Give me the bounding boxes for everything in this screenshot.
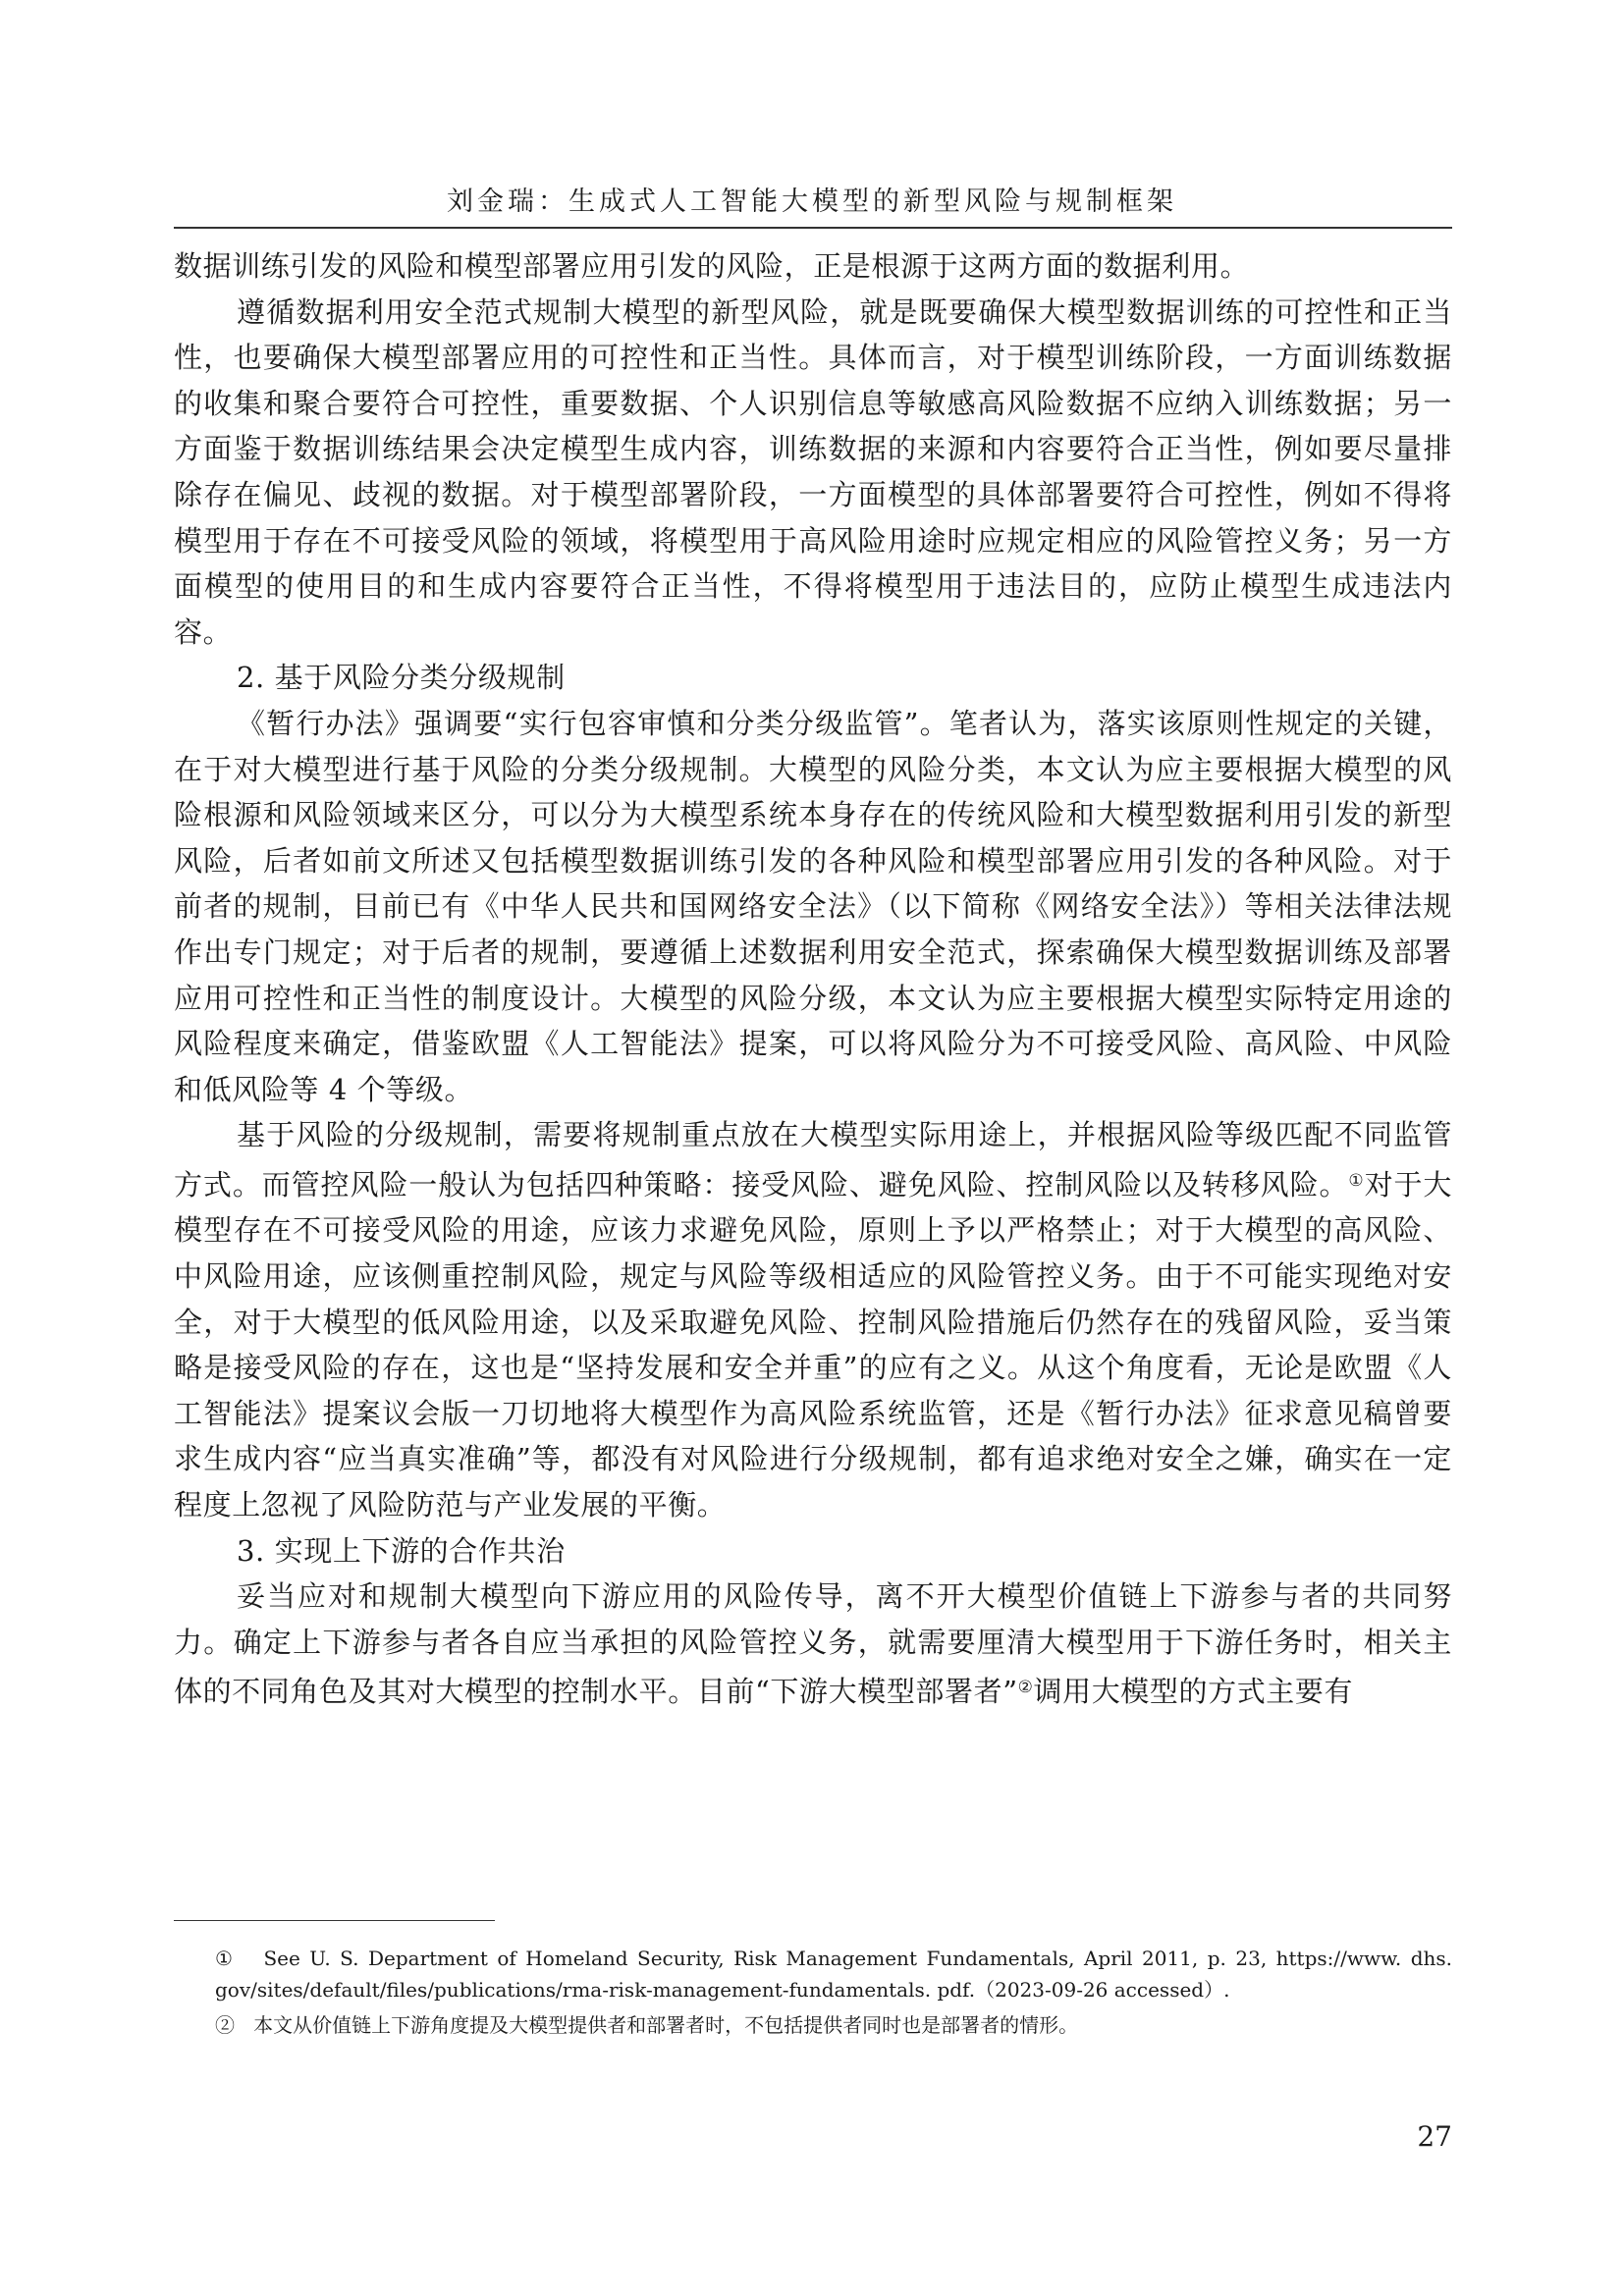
footnote-rule <box>174 1920 495 1921</box>
footnote-2 <box>174 2009 1452 2041</box>
paragraph-2: 遵循数据利用安全范式规制大模型的新型风险，就是既要确保大模型数据训练的可控性和正当性，也要确保大模型部署应用的可控性和正当性。具体而言，对于模型训练阶段，一方面训练数据的收集和聚合要符合可控性，重要数据、个人识别信息等敏感高风险数据不应纳入训练数据；另一方面鉴于数据训练结果会决定模型生成内容，训练数据的来源和内容要符合正当性，例如要尽量排除存在偏见、歧视的数据。对于模型部署阶段，一方面模型的具体部署要符合可控性，例如不得将模型用于存在不可接受风险的领域，将模型用于高风险用途时应规定相应的风险管控义务；另一方面模型的使用目的和生成内容要符合正当性，不得将模型用于违法目的，应防止模型生成违法内容。 <box>174 294 1452 649</box>
paragraph-3: 《暂行办法》强调要“实行包容审慎和分类分级监管”。笔者认为，落实该原则性规定的关键，在于对大模型进行基于风险的分类分级规制。大模型的风险分类，本文认为应主要根据大模型的风险根源和风险领域来区分，可以分为大模型系统本身存在的传统风险和大模型数据利用引发的新型风险，后者如前文所述又包括模型数据训练引发的各种风险和模型部署应用引发的各种风险。对于前者的规制，目前已有《中华人民共和国网络安全法》（以下简称《网络安全法》）等相关法律法规作出专门规定；对于后者的规制，要遵循上述数据利用安全范式，探索确保大模型数据训练及部署应用可控性和正当性的制度设计。大模型的风险分级，本文认为应主要根据大模型实际特定用途的风险程度来确定，借鉴欧盟《人工智能法》提案，可以将风险分为不可接受风险、高风险、中风险和低风险等 4 个等级。 <box>174 706 1452 1106</box>
footnote-2-text: 本文从价值链上下游角度提及大模型提供者和部署者时，不包括提供者同时也是部署者的情形。 <box>253 2013 1079 2037</box>
footnote-1 <box>174 1943 1452 2005</box>
page-number: 27 <box>1417 2120 1452 2153</box>
header-rule <box>174 227 1452 229</box>
section-heading-2: 2. 基于风险分类分级规制 <box>237 661 566 695</box>
footnote-2-mark: ② <box>215 2013 235 2037</box>
paragraph-5 <box>174 1574 1452 1715</box>
footnote-ref-1[interactable]: ① <box>1348 1170 1365 1191</box>
footnote-1-mark: ① <box>215 1947 237 1970</box>
footnotes <box>174 1943 1452 2045</box>
paragraph-5-part-b: 调用大模型的方式主要有 <box>1033 1675 1354 1709</box>
paragraph-4 <box>174 1112 1452 1527</box>
paragraph-1: 数据训练引发的风险和模型部署应用引发的风险，正是根源于这两方面的数据利用。 <box>174 249 1250 283</box>
section-heading-3: 3. 实现上下游的合作共治 <box>237 1533 566 1568</box>
paragraph-4-part-a: 基于风险的分级规制，需要将规制重点放在大模型实际用途上，并根据风险等级匹配不同监管方式。而管控风险一般认为包括四种策略：接受风险、避免风险、控制风险以及转移风险。 <box>174 1118 1452 1201</box>
running-title: 刘金瑞：生成式人工智能大模型的新型风险与规制框架 <box>447 187 1177 217</box>
footnote-ref-2[interactable]: ② <box>1017 1678 1034 1698</box>
footnote-1-text: See U. S. Department of Homeland Security, Risk Management Fundamentals, April 2011, p. 23, https://www. dhs. gov/sites/default/files/publications/rma-risk-management-fundamentals. pdf.（2023-09-26 accessed）. <box>215 1947 1452 2002</box>
body-text <box>174 243 1452 1715</box>
paragraph-5-part-a: 妥当应对和规制大模型向下游应用的风险传导，离不开大模型价值链上下游参与者的共同努力。确定上下游参与者各自应当承担的风险管控义务，就需要厘清大模型用于下游任务时，相关主体的不同角色及其对大模型的控制水平。目前“下游大模型部署者” <box>174 1579 1452 1709</box>
paragraph-4-part-b: 对于大模型存在不可接受风险的用途，应该力求避免风险，原则上予以严格禁止；对于大模型的高风险、中风险用途，应该侧重控制风险，规定与风险等级相适应的风险管控义务。由于不可能实现绝对安全，对于大模型的低风险用途，以及采取避免风险、控制风险措施后仍然存在的残留风险，妥当策略是接受风险的存在，这也是“坚持发展和安全并重”的应有之义。从这个角度看，无论是欧盟《人工智能法》提案议会版一刀切地将大模型作为高风险系统监管，还是《暂行办法》征求意见稿曾要求生成内容“应当真实准确”等，都没有对风险进行分级规制，都有追求绝对安全之嫌，确实在一定程度上忽视了风险防范与产业发展的平衡。 <box>174 1167 1452 1522</box>
